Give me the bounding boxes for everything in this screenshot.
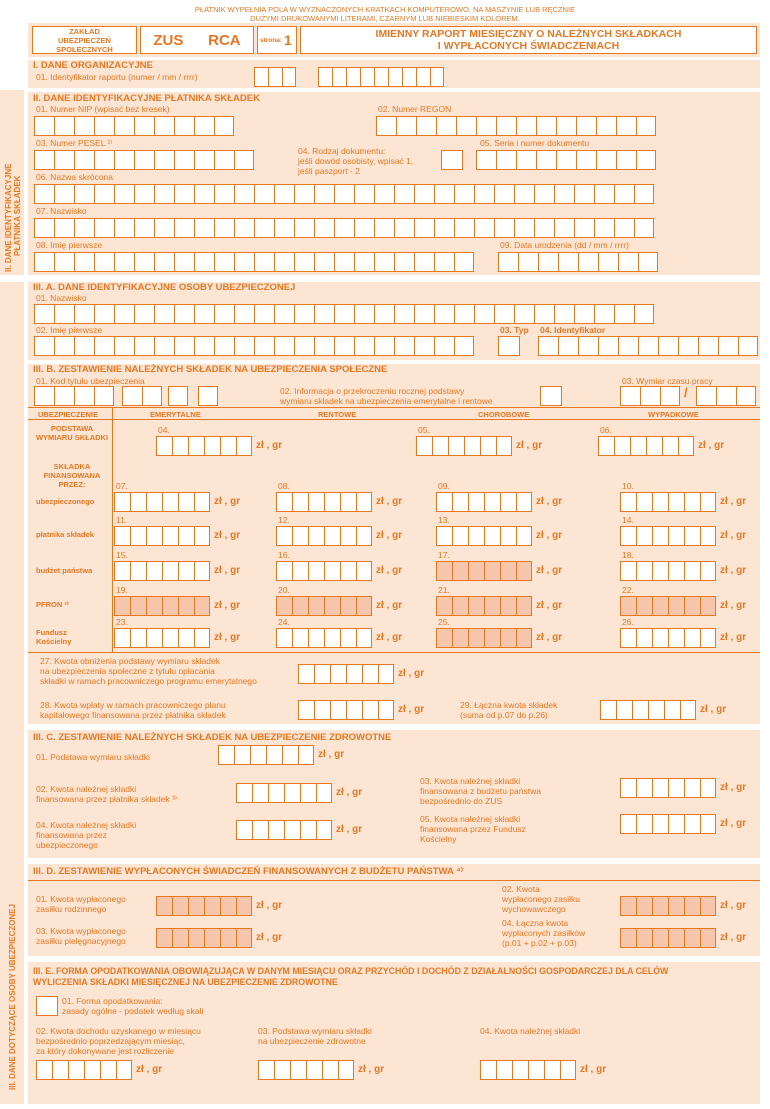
payer-pension-amount[interactable] [114, 526, 210, 546]
section-ii-side-label-1: II. DANE IDENTYFIKACYJNE [4, 163, 13, 272]
state-budget-pension-amount-currency-label: zł , gr [214, 565, 241, 576]
zus-office-box [32, 26, 137, 54]
church-fund-pension-amount-number: 23. [116, 617, 128, 627]
insured-pension-amount-currency-label: zł , gr [214, 496, 241, 507]
state-budget-sickness-amount-number: 17. [438, 550, 450, 560]
doc-type-input[interactable] [441, 150, 463, 170]
reduction-label-1: 27. Kwota obniżenia podstawy wymiaru składek [40, 656, 221, 666]
form-code-box [140, 26, 254, 54]
insured-type-input[interactable] [498, 336, 520, 356]
family-allowance-amount[interactable] [156, 896, 252, 916]
insured-accident-amount-number: 10. [622, 481, 634, 491]
section-iii-e-title-1: III. E. FORMA OPODATKOWANIA OBOWIĄZUJĄCA W DANYM MIESIĄCU ORAZ PRZYCHÓD I DOCHÓD Z DZIAŁALNOŚCI GOSPODARCZEJ DLA CELÓW [33, 966, 669, 976]
insured-pension-amount[interactable] [114, 492, 210, 512]
church-fund-disability-amount-currency-label: zł , gr [376, 632, 403, 643]
payer-accident-amount-number: 14. [622, 515, 634, 525]
health-base-e-amount-currency-label: zł , gr [358, 1064, 385, 1075]
insured-pension-amount-number: 07. [116, 481, 128, 491]
insured-disability-amount-currency-label: zł , gr [376, 496, 403, 507]
col-header-pension: EMERYTALNE [150, 410, 201, 419]
payer-accident-amount-currency-label: zł , gr [720, 530, 747, 541]
health-due-e-amount-currency-label: zł , gr [580, 1064, 607, 1075]
state-budget-pension-amount-number: 15. [116, 550, 128, 560]
payer-sickness-amount-number: 13. [438, 515, 450, 525]
first-name-label: 08. Imię pierwsze [36, 240, 103, 250]
surname-label: 07. Nazwisko [36, 206, 87, 216]
payer-sickness-amount-currency-label: zł , gr [536, 530, 563, 541]
state-budget-accident-amount-number: 18. [622, 550, 634, 560]
insurance-code-input-3[interactable] [168, 386, 188, 406]
row-label-pfron: PFRON ²⁾ [36, 600, 69, 609]
health-base-e-label-1: 03. Podstawa wymiaru składki [258, 1026, 372, 1036]
top-note-2: DUŻYMI DRUKOWANYMI LITERAMI, CZARNYM LUB NIEBIESKIM KOLOREM. [250, 14, 520, 23]
base-sickness-number: 05. [418, 425, 430, 435]
ppk-amount-currency-label: zł , gr [398, 704, 425, 715]
health-insured-amount[interactable] [236, 820, 332, 840]
total-contrib-label-1: 29. Łączna kwota składek [460, 700, 558, 710]
payer-disability-amount[interactable] [276, 526, 372, 546]
annual-limit-label-1: 02. Informacja o przekroczeniu rocznej podstawy [280, 386, 465, 396]
payer-sickness-amount[interactable] [436, 526, 532, 546]
form-title-line1: IMIENNY RAPORT MIESIĘCZNY O NALEŻNYCH SKŁADKACH [375, 28, 682, 40]
insured-identifier-input[interactable] [538, 336, 758, 356]
childcare-allowance-amount-currency-label: zł , gr [720, 900, 747, 911]
col-header-sickness: CHOROBOWE [478, 410, 530, 419]
health-insured-label-3: ubezpieczonego [36, 840, 98, 850]
childcare-allowance-label-1: 02. Kwota [502, 884, 540, 894]
working-time-slash-icon: / [684, 385, 688, 400]
health-payer-amount[interactable] [236, 783, 332, 803]
insured-first-name-input[interactable] [34, 336, 474, 356]
pfron-disability-amount[interactable] [276, 596, 372, 616]
health-base-amount[interactable] [218, 745, 314, 765]
health-base-label: 01. Podstawa wymiaru składki [36, 752, 150, 762]
base-pension-disability-currency-label: zł , gr [256, 440, 283, 451]
insurance-code-input-1[interactable] [34, 386, 114, 406]
state-budget-disability-amount[interactable] [276, 561, 372, 581]
insured-disability-amount-number: 08. [278, 481, 290, 491]
payer-pension-amount-currency-label: zł , gr [214, 530, 241, 541]
family-allowance-label-2: zasiłku rodzinnego [36, 904, 107, 914]
table-vertical-divider [112, 407, 113, 652]
church-fund-sickness-amount-currency-label: zł , gr [536, 632, 563, 643]
state-budget-sickness-amount[interactable] [436, 561, 532, 581]
regon-label: 02. Numer REGON [378, 104, 452, 114]
state-budget-disability-amount-currency-label: zł , gr [376, 565, 403, 576]
birth-date-input[interactable] [498, 252, 658, 272]
income-label-1: 02. Kwota dochodu uzyskanego w miesiącu [36, 1026, 201, 1036]
pfron-sickness-amount-number: 21. [438, 585, 450, 595]
health-state-amount-currency-label: zł , gr [720, 782, 747, 793]
col-header-insurance: UBEZPIECZENIE [38, 410, 99, 419]
total-contributions-amount-currency-label: zł , gr [700, 704, 727, 715]
health-base-e-amount[interactable] [258, 1060, 354, 1080]
total-allowances-label-3: (p.01 + p.02 + p.03) [502, 938, 577, 948]
pfron-disability-amount-currency-label: zł , gr [376, 600, 403, 611]
insured-disability-amount[interactable] [276, 492, 372, 512]
health-church-amount-currency-label: zł , gr [720, 818, 747, 829]
base-accident-currency-label: zł , gr [698, 440, 725, 451]
health-insured-label-1: 04. Kwota należnej składki [36, 820, 137, 830]
regon-input[interactable] [376, 116, 656, 136]
health-payer-amount-currency-label: zł , gr [336, 787, 363, 798]
pfron-pension-amount-currency-label: zł , gr [214, 600, 241, 611]
section-ii-side-label-2: PŁATNIKA SKŁADEK [13, 175, 22, 256]
pesel-label: 03. Numer PESEL ¹⁾ [36, 138, 113, 148]
total-allowances-amount[interactable] [620, 928, 716, 948]
base-pension-disability-number: 04. [158, 425, 170, 435]
section-ii-title: II. DANE IDENTYFIKACYJNE PŁATNIKA SKŁADEK [33, 93, 260, 104]
row-label-church-fund: Fundusz Kościelny [36, 628, 72, 646]
health-payer-label-1: 02. Kwota należnej składki [36, 784, 137, 794]
doc-number-input[interactable] [476, 150, 656, 170]
base-sickness-currency-label: zł , gr [516, 440, 543, 451]
annual-limit-label-2: wymiaru składek na ubezpieczenia emerytalne i rentowe [280, 396, 493, 406]
insured-sickness-amount-currency-label: zł , gr [536, 496, 563, 507]
family-allowance-label-1: 01. Kwota wypłaconego [36, 894, 126, 904]
health-state-label-3: bezpośrednio do ZUS [420, 796, 503, 806]
working-time-numerator-input[interactable] [620, 386, 680, 406]
insured-surname-input[interactable] [34, 304, 654, 324]
page-number: 1 [284, 32, 292, 48]
doc-type-label-2: jeśli dowód osobisty, wpisać 1, [298, 156, 414, 166]
section-iii-c-title: III. C. ZESTAWIENIE NALEŻNYCH SKŁADEK NA UBEZPIECZENIE ZDROWOTNE [33, 732, 392, 743]
working-time-label: 03. Wymiar czasu pracy [622, 376, 713, 386]
health-church-label-2: finansowana przez Fundusz [420, 824, 526, 834]
health-state-amount[interactable] [620, 778, 716, 798]
health-due-e-amount[interactable] [480, 1060, 576, 1080]
payer-accident-amount[interactable] [620, 526, 716, 546]
birth-date-label: 09. Data urodzenia (dd / mm / rrrr) [500, 240, 629, 250]
pfron-accident-amount-currency-label: zł , gr [720, 600, 747, 611]
church-fund-accident-amount[interactable] [620, 628, 716, 648]
nip-label: 01. Numer NIP (wpisać bez kresek) [36, 104, 170, 114]
doc-type-label-3: jeśli paszport - 2 [298, 166, 360, 176]
doc-type-label-1: 04. Rodzaj dokumentu: [298, 146, 386, 156]
income-label-2: bezpośrednio poprzedzającym miesiąc, [36, 1036, 185, 1046]
health-church-amount[interactable] [620, 814, 716, 834]
reduction-label-3: składki w ramach pracowniczego programu emerytalnego [40, 676, 257, 686]
health-insured-label-2: finansowana przez [36, 830, 107, 840]
row-label-financed-by: SKŁADKA FINANSOWANA PRZEZ: [43, 462, 101, 489]
total-allowances-label-2: wypłaconych zasiłków [502, 928, 586, 938]
childcare-allowance-label-2: wypłaconego zasiłku [502, 894, 580, 904]
zus-office-label: ZAKŁAD UBEZPIECZEŃ SPOŁECZNYCH [56, 26, 113, 54]
health-due-e-label: 04. Kwota należnej składki [480, 1026, 581, 1036]
base-accident[interactable] [598, 436, 694, 456]
reduction-amount-currency-label: zł , gr [398, 668, 425, 679]
payer-disability-amount-currency-label: zł , gr [376, 530, 403, 541]
health-church-label-3: Kościelny [420, 834, 457, 844]
total-contributions-amount[interactable] [600, 700, 696, 720]
section-i-title: I. DANE ORGANIZACYJNE [33, 60, 153, 71]
insured-sickness-amount[interactable] [436, 492, 532, 512]
base-accident-number: 06. [600, 425, 612, 435]
zus-label: ZUS [153, 31, 184, 49]
pfron-sickness-amount[interactable] [436, 596, 532, 616]
row-label-base: PODSTAWA WYMIARU SKŁADKI [35, 424, 109, 442]
payer-pension-amount-number: 11. [116, 515, 128, 525]
section-iii-side-label: III. DANE DOTYCZĄCE OSOBY UBEZPIECZONEJ [8, 903, 17, 1090]
report-number-input[interactable] [254, 67, 296, 87]
health-insured-amount-currency-label: zł , gr [336, 824, 363, 835]
income-amount-currency-label: zł , gr [136, 1064, 163, 1075]
row-label-payer: płatnika składek [36, 530, 94, 539]
church-fund-accident-amount-number: 26. [622, 617, 634, 627]
nip-input[interactable] [34, 116, 234, 136]
care-allowance-amount[interactable] [156, 928, 252, 948]
payer-disability-amount-number: 12. [278, 515, 290, 525]
reduction-amount[interactable] [298, 664, 394, 684]
page-box [257, 26, 297, 54]
base-pension-disability[interactable] [156, 436, 252, 456]
insured-accident-amount[interactable] [620, 492, 716, 512]
short-name-input[interactable] [34, 184, 654, 204]
church-fund-sickness-amount-number: 25. [438, 617, 450, 627]
health-state-label-1: 03. Kwota należnej składki [420, 776, 521, 786]
page-label: strona: [260, 36, 283, 44]
income-label-3: za który dokonywane jest rozliczenie [36, 1046, 174, 1056]
health-base-e-label-2: na ubezpieczenie zdrowotne [258, 1036, 366, 1046]
ppk-label-2: kapitałowego finansowana przez płatnika składek [40, 710, 226, 720]
doc-number-label: 05. Seria i numer dokumentu [480, 138, 590, 148]
pfron-disability-amount-number: 20. [278, 585, 290, 595]
section-iii-d-divider [28, 880, 760, 881]
church-fund-pension-amount[interactable] [114, 628, 210, 648]
pesel-input[interactable] [34, 150, 254, 170]
section-iii-d-title: III. D. ZESTAWIENIE WYPŁACONYCH ŚWIADCZEŃ FINANSOWANYCH Z BUDŻETU PAŃSTWA ⁴⁾ [33, 866, 464, 877]
care-allowance-label-1: 03. Kwota wypłaconego [36, 926, 126, 936]
form-code: RCA [208, 31, 241, 49]
base-sickness[interactable] [416, 436, 512, 456]
tax-form-checkbox[interactable] [36, 996, 58, 1016]
state-budget-accident-amount-currency-label: zł , gr [720, 565, 747, 576]
insurance-code-input-4[interactable] [198, 386, 218, 406]
first-name-input[interactable] [34, 252, 474, 272]
total-contrib-label-2: (suma od p.07 do p.26) [460, 710, 548, 720]
annual-limit-input[interactable] [540, 386, 562, 406]
surname-input[interactable] [34, 218, 654, 238]
pfron-accident-amount-number: 22. [622, 585, 634, 595]
church-fund-disability-amount[interactable] [276, 628, 372, 648]
insured-identifier-label: 04. Identyfikator [540, 325, 606, 335]
section-iii-e-title-2: WYLICZENIA SKŁADKI MIESIĘCZNEJ NA UBEZPIECZENIE ZDROWOTNE [33, 977, 338, 987]
total-allowances-amount-currency-label: zł , gr [720, 932, 747, 943]
care-allowance-amount-currency-label: zł , gr [256, 932, 283, 943]
table-bottom-divider [28, 652, 760, 653]
pfron-sickness-amount-currency-label: zł , gr [536, 600, 563, 611]
tax-form-option: zasady ogólne - podatek według skali [62, 1006, 204, 1016]
church-fund-pension-amount-currency-label: zł , gr [214, 632, 241, 643]
reduction-label-2: na ubezpieczenia społeczne z tytułu opłacania [40, 666, 215, 676]
health-state-label-2: finansowana z budżetu państwa [420, 786, 541, 796]
insurance-code-input-2[interactable] [122, 386, 162, 406]
row-label-insured: ubezpieczonego [36, 497, 95, 506]
income-amount[interactable] [36, 1060, 132, 1080]
health-church-label-1: 05. Kwota należnej składki [420, 814, 521, 824]
insured-type-label: 03. Typ [500, 325, 529, 335]
church-fund-disability-amount-number: 24. [278, 617, 290, 627]
health-base-amount-currency-label: zł , gr [318, 749, 345, 760]
table-divider [28, 407, 760, 408]
insured-accident-amount-currency-label: zł , gr [720, 496, 747, 507]
top-note-1: PŁATNIK WYPEŁNIA POLA W WYZNACZONYCH KRATKACH KOMPUTEROWO, NA MASZYNIE LUB RĘCZNIE [194, 5, 576, 14]
tax-form-label: 01. Forma opodatkowania: [62, 996, 163, 1006]
total-allowances-label-1: 04. Łączna kwota [502, 918, 569, 928]
ppk-amount[interactable] [298, 700, 394, 720]
family-allowance-amount-currency-label: zł , gr [256, 900, 283, 911]
insured-sickness-amount-number: 09. [438, 481, 450, 491]
pfron-accident-amount[interactable] [620, 596, 716, 616]
insured-first-name-label: 02. Imię pierwsze [36, 325, 103, 335]
table-header-divider [28, 419, 760, 420]
state-budget-pension-amount[interactable] [114, 561, 210, 581]
report-id-label: 01. Identyfikator raportu (numer / mm / rrrr) [36, 72, 198, 82]
pfron-pension-amount-number: 19. [116, 585, 128, 595]
state-budget-sickness-amount-currency-label: zł , gr [536, 565, 563, 576]
form-title-line2: I WYPŁACONYCH ŚWIADCZENIACH [437, 40, 620, 52]
church-fund-accident-amount-currency-label: zł , gr [720, 632, 747, 643]
state-budget-disability-amount-number: 16. [278, 550, 290, 560]
report-month-year-input[interactable] [318, 67, 444, 87]
working-time-denominator-input[interactable] [696, 386, 756, 406]
care-allowance-label-2: zasiłku pielęgnacyjnego [36, 936, 126, 946]
state-budget-accident-amount[interactable] [620, 561, 716, 581]
section-iii-a-title: III. A. DANE IDENTYFIKACYJNE OSOBY UBEZPIECZONEJ [33, 282, 296, 293]
col-header-accident: WYPADKOWE [648, 410, 699, 419]
church-fund-sickness-amount[interactable] [436, 628, 532, 648]
insurance-code-label: 01. Kod tytułu ubezpieczenia [36, 376, 145, 386]
ppk-label-1: 28. Kwota wpłaty w ramach pracowniczego planu [40, 700, 226, 710]
childcare-allowance-label-3: wychowawczego [502, 904, 566, 914]
section-iii-b-title: III. B. ZESTAWIENIE NALEŻNYCH SKŁADEK NA UBEZPIECZENIA SPOŁECZNE [33, 364, 388, 375]
childcare-allowance-amount[interactable] [620, 896, 716, 916]
health-payer-label-2: finansowana przez płatnika składek ³⁾ [36, 794, 177, 804]
pfron-pension-amount[interactable] [114, 596, 210, 616]
short-name-label: 06. Nazwa skrócona [36, 172, 114, 182]
form-title-box [300, 26, 757, 54]
insured-surname-label: 01. Nazwisko [36, 293, 87, 303]
row-label-state-budget: budżet państwa [36, 566, 93, 575]
col-header-disability: RENTOWE [318, 410, 357, 419]
